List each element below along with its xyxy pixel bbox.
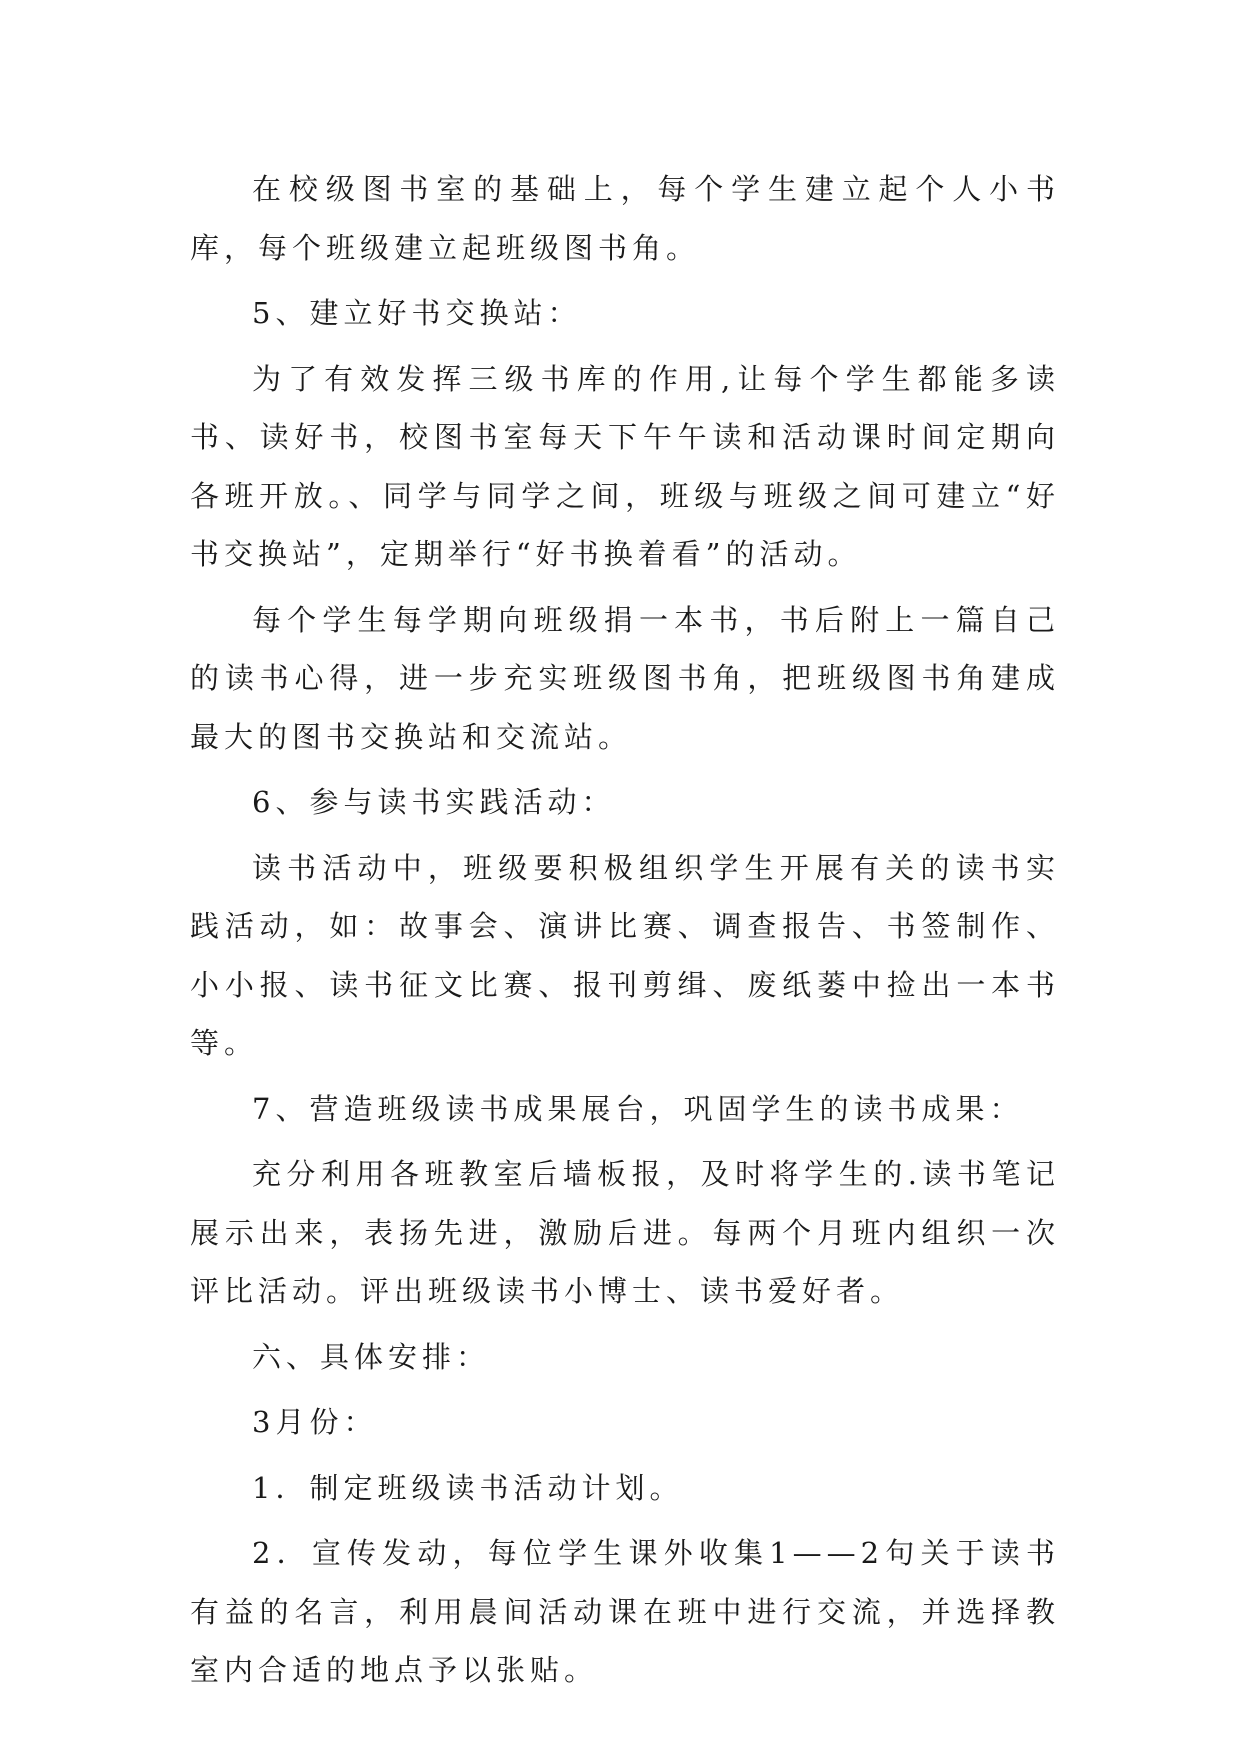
heading-results-showcase: 7、营造班级读书成果展台，巩固学生的读书成果： — [252, 1091, 1024, 1126]
heading-book-exchange: 5、建立好书交换站： — [252, 296, 582, 330]
heading-schedule: 六、具体安排： — [252, 1339, 491, 1374]
list-item-publicity: 2．宣传发动，每位学生课外收集1——2句关于读书有益的名言，利用晨间活动课在班中进行交流，并选择教室内合适的地点予以张贴。 — [190, 1536, 1060, 1687]
heading-practice-activities: 6、参与读书实践活动： — [252, 785, 616, 819]
list-item-plan: 1．制定班级读书活动计划。 — [252, 1470, 684, 1505]
paragraph-library-corner: 在校级图书室的基础上，每个学生建立起个人小书库，每个班级建立起班级图书角。 — [190, 172, 1060, 265]
heading-march: 3月份： — [252, 1405, 378, 1439]
paragraph-donate-book: 每个学生每学期向班级捐一本书，书后附上一篇自己的读书心得，进一步充实班级图书角，把班级图书角建成最大的图书交换站和交流站。 — [190, 602, 1060, 754]
paragraph-exchange-purpose: 为了有效发挥三级书库的作用,让每个学生都能多读书、读好书，校图书室每天下午午读和活动课时间定期向各班开放。、同学与同学之间，班级与班级之间可建立“好书交换站”，定期举行“好书换着看”的活动。 — [190, 361, 1060, 571]
document-body — [190, 160, 1060, 1707]
paragraph-practice-activities: 读书活动中，班级要积极组织学生开展有关的读书实践活动，如：故事会、演讲比赛、调查报告、书签制作、小小报、读书征文比赛、报刊剪缉、废纸蒌中捡出一本书等。 — [190, 850, 1060, 1060]
paragraph-results-showcase: 充分利用各班教室后墙板报，及时将学生的.读书笔记展示出来，表扬先进，激励后进。每两个月班内组织一次评比活动。评出班级读书小博士、读书爱好者。 — [190, 1157, 1060, 1308]
